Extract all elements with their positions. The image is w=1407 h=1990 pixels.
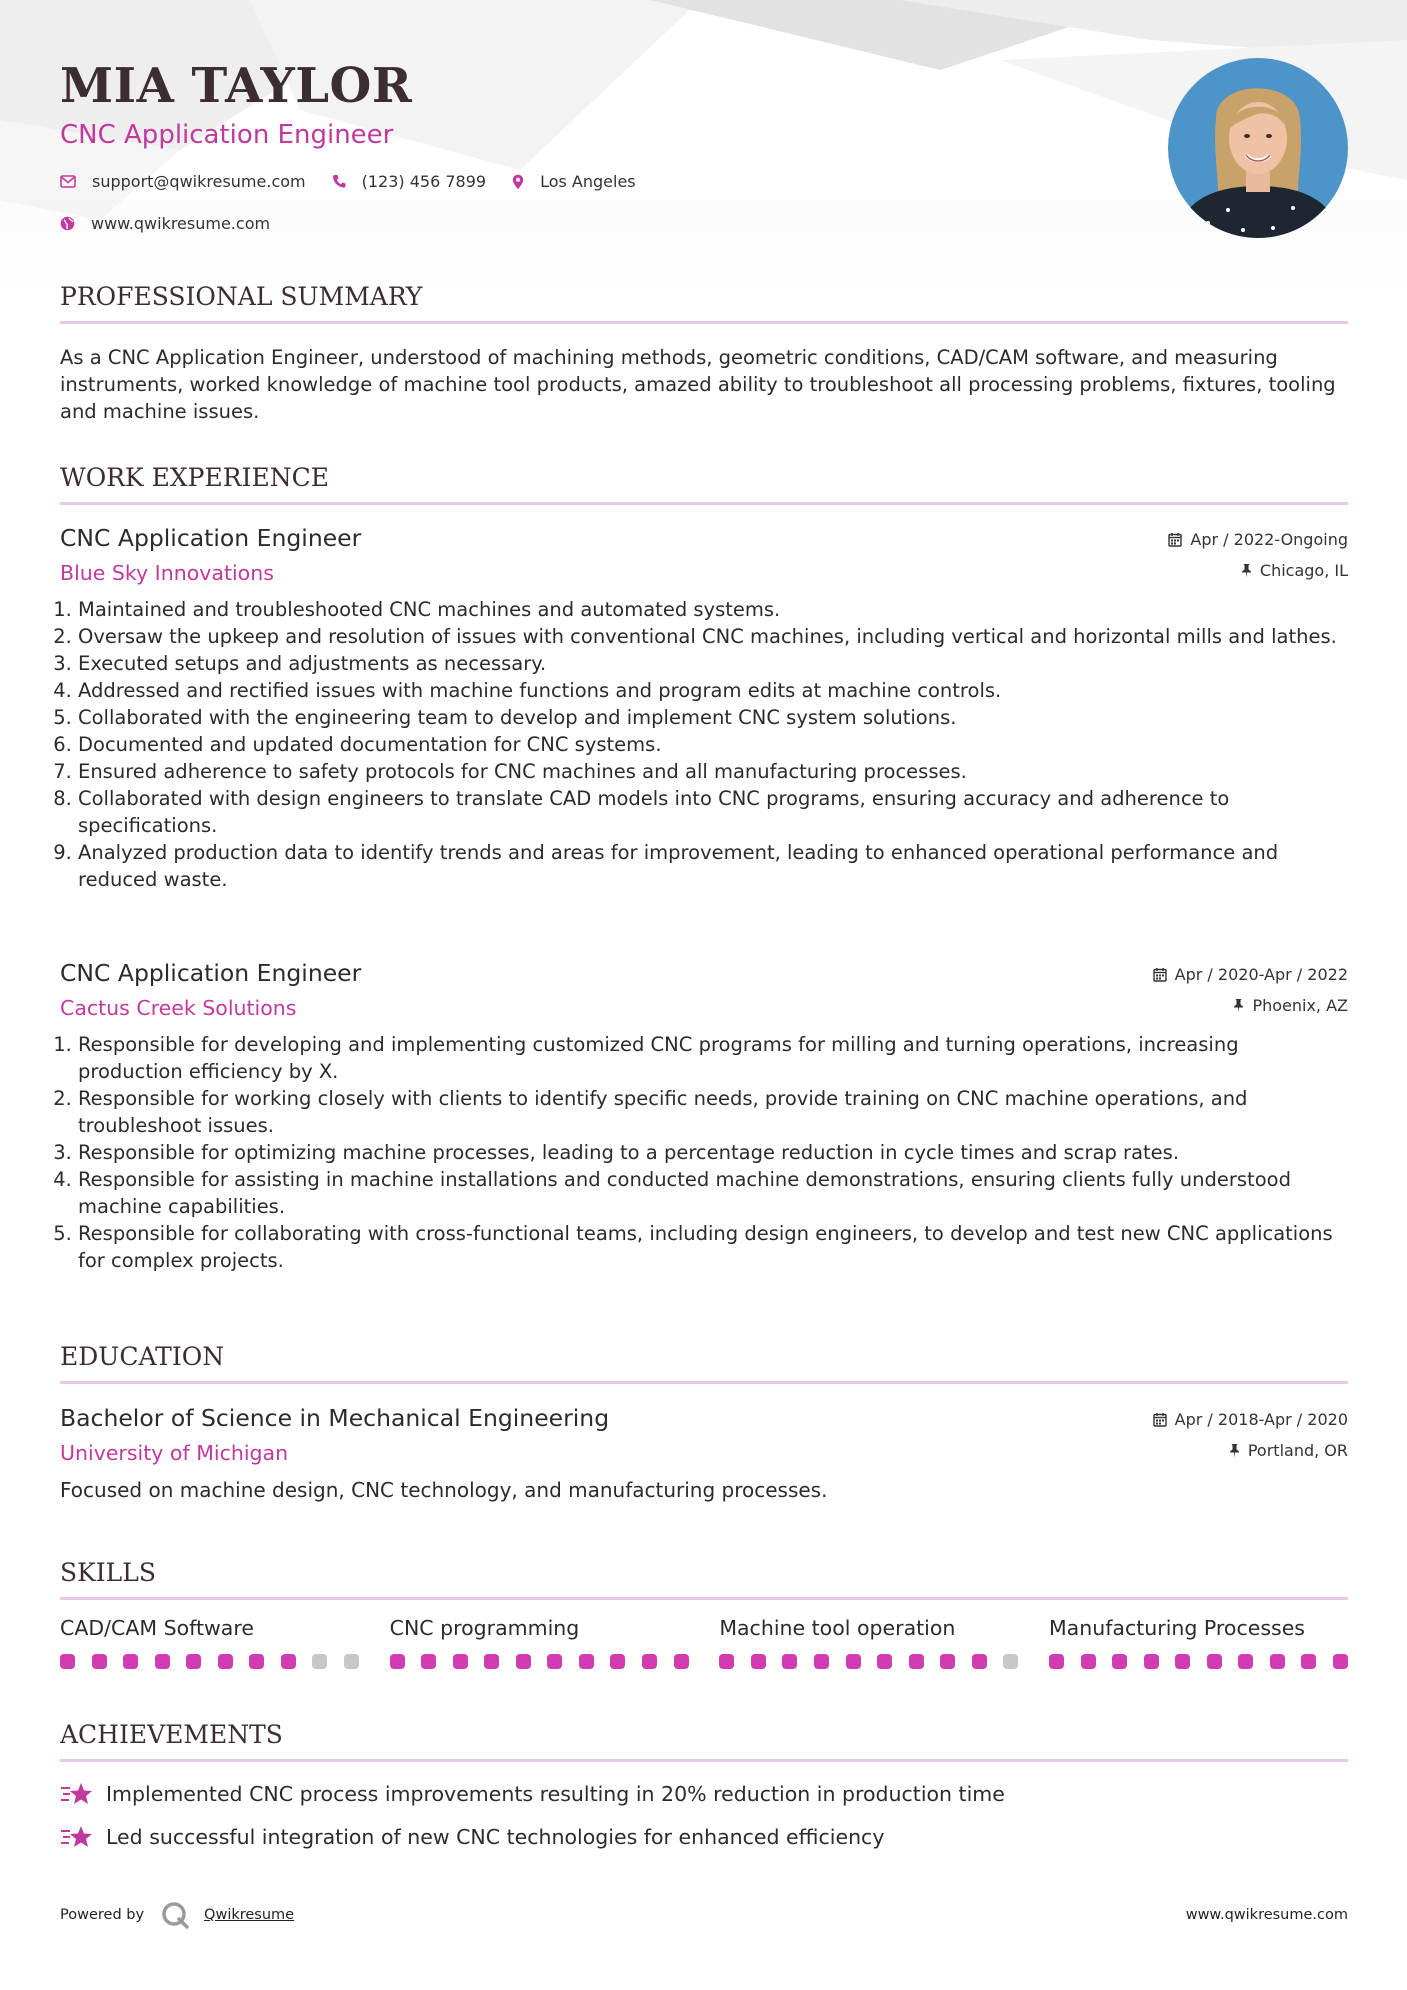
- pushpin-icon: [1233, 998, 1244, 1013]
- skill-dot-filled: [814, 1654, 829, 1669]
- powered-by-label: Powered by: [60, 1907, 145, 1923]
- contact-email[interactable]: [60, 172, 306, 191]
- skill-dot-filled: [782, 1654, 797, 1669]
- skill-dot-filled: [155, 1654, 170, 1669]
- skill-dot-filled: [1333, 1654, 1348, 1669]
- skill-dot-filled: [610, 1654, 625, 1669]
- bullet-item: 6. Documented and updated documentation for CNC systems.: [78, 731, 1348, 758]
- contact-location: [512, 172, 636, 191]
- calendar-icon: [1168, 532, 1182, 547]
- education-entry: [60, 1404, 1348, 1476]
- education-location: [1229, 1441, 1348, 1460]
- contact-website[interactable]: [60, 214, 270, 233]
- location-text: Los Angeles: [540, 172, 636, 191]
- globe-icon: [60, 216, 75, 231]
- skill-rating: [390, 1654, 689, 1669]
- skill-dot-filled: [719, 1654, 734, 1669]
- skill-name: CAD/CAM Software: [60, 1616, 254, 1640]
- bullet-item: 5. Responsible for collaborating with cross-functional teams, including design engineers, to develop and test new CNC applications for complex projects.: [78, 1220, 1348, 1274]
- job-location: [1241, 561, 1348, 580]
- job-bullets: [60, 1031, 1348, 1274]
- bullet-item: 1. Maintained and troubleshooted CNC machines and automated systems.: [78, 596, 1348, 623]
- bullet-item: 2. Responsible for working closely with clients to identify specific needs, provide training on CNC machine operations, and troubleshoot issues.: [78, 1085, 1348, 1139]
- skill-dot-filled: [249, 1654, 264, 1669]
- skills-list: [60, 1616, 1348, 1669]
- section-title-summary: PROFESSIONAL SUMMARY: [60, 282, 1348, 324]
- skill-dot-filled: [390, 1654, 405, 1669]
- education-date-text: Apr / 2018-Apr / 2020: [1174, 1410, 1348, 1429]
- calendar-icon: [1153, 1412, 1167, 1427]
- achievement-text: Implemented CNC process improvements resulting in 20% reduction in production time: [106, 1782, 1005, 1806]
- footer-powered-by: [60, 1900, 294, 1930]
- section-title-skills: SKILLS: [60, 1558, 1348, 1600]
- education-location-text: Portland, OR: [1247, 1441, 1348, 1460]
- bullet-item: 5. Collaborated with the engineering team to develop and implement CNC system solutions.: [78, 704, 1348, 731]
- skill-dot-filled: [579, 1654, 594, 1669]
- section-title-achievements: ACHIEVEMENTS: [60, 1720, 1348, 1762]
- job-date: [1153, 965, 1348, 984]
- shooting-star-icon: [60, 1824, 94, 1850]
- contact-phone[interactable]: [332, 172, 486, 191]
- skill-dot-filled: [1112, 1654, 1127, 1669]
- skill-dot-filled: [751, 1654, 766, 1669]
- website-text: www.qwikresume.com: [91, 214, 271, 233]
- job-location: [1233, 996, 1348, 1015]
- skill-dot-filled: [516, 1654, 531, 1669]
- skill-dot-filled: [1049, 1654, 1064, 1669]
- calendar-icon: [1153, 967, 1167, 982]
- bullet-item: 1. Responsible for developing and implementing customized CNC programs for milling and turning operations, increasing production efficiency by X.: [78, 1031, 1348, 1085]
- skill-dot-filled: [484, 1654, 499, 1669]
- bullet-item: 8. Collaborated with design engineers to translate CAD models into CNC programs, ensuring accuracy and adherence to specifications.: [78, 785, 1348, 839]
- footer-website[interactable]: www.qwikresume.com: [1185, 1907, 1348, 1923]
- skill-dot-empty: [1003, 1654, 1018, 1669]
- achievement-item: [60, 1824, 884, 1850]
- skill-dot-filled: [1301, 1654, 1316, 1669]
- job-date: [1168, 530, 1348, 549]
- skill-dot-filled: [1081, 1654, 1096, 1669]
- skill-dot-filled: [281, 1654, 296, 1669]
- achievement-item: [60, 1781, 1005, 1807]
- skill-rating: [1049, 1654, 1348, 1669]
- job-date-text: Apr / 2020-Apr / 2022: [1174, 965, 1348, 984]
- education-degree: Bachelor of Science in Mechanical Engineering: [60, 1404, 610, 1432]
- education-school: University of Michigan: [60, 1441, 289, 1465]
- skill-dot-filled: [60, 1654, 75, 1669]
- job-location-text: Phoenix, AZ: [1252, 996, 1348, 1015]
- contact-row-1: [60, 172, 662, 191]
- job-location-text: Chicago, IL: [1259, 561, 1348, 580]
- qwikresume-logo-icon: [160, 1900, 190, 1930]
- skill-item: [719, 1616, 1018, 1669]
- bullet-item: 4. Responsible for assisting in machine installations and conducted machine demonstrations, ensuring clients fully understood machine capabilities.: [78, 1166, 1348, 1220]
- summary-text: As a CNC Application Engineer, understood of machining methods, geometric conditions, CAD/CAM software, and measuring instruments, worked knowledge of machine tool products, amazed ability to troubleshoot all processing problems, fixtures, tooling and machine issues.: [60, 346, 1336, 423]
- job-entry: [60, 524, 1348, 893]
- skill-rating: [60, 1654, 359, 1669]
- education-date: [1153, 1410, 1348, 1429]
- phone-text: (123) 456 7899: [361, 172, 487, 191]
- job-role: CNC Application Engineer: [60, 524, 362, 552]
- map-pin-icon: [512, 174, 524, 190]
- bullet-item: 3. Executed setups and adjustments as necessary.: [78, 650, 1348, 677]
- skill-dot-filled: [421, 1654, 436, 1669]
- achievement-text: Led successful integration of new CNC technologies for enhanced efficiency: [106, 1825, 885, 1849]
- bullet-item: 4. Addressed and rectified issues with machine functions and program edits at machine controls.: [78, 677, 1348, 704]
- pushpin-icon: [1229, 1443, 1240, 1458]
- skill-dot-filled: [453, 1654, 468, 1669]
- skill-dot-empty: [344, 1654, 359, 1669]
- job-company: Cactus Creek Solutions: [60, 996, 297, 1020]
- job-entry: [60, 959, 1348, 1274]
- skill-dot-filled: [877, 1654, 892, 1669]
- bullet-item: 2. Oversaw the upkeep and resolution of issues with conventional CNC machines, including vertical and horizontal mills and lathes.: [78, 623, 1348, 650]
- skill-dot-filled: [123, 1654, 138, 1669]
- candidate-title: CNC Application Engineer: [60, 120, 394, 150]
- skill-dot-filled: [92, 1654, 107, 1669]
- job-company: Blue Sky Innovations: [60, 561, 274, 585]
- education-description: Focused on machine design, CNC technology, and manufacturing processes.: [60, 1478, 828, 1502]
- skill-rating: [719, 1654, 1018, 1669]
- skill-dot-filled: [1270, 1654, 1285, 1669]
- phone-icon: [332, 174, 346, 189]
- skill-dot-filled: [642, 1654, 657, 1669]
- envelope-icon: [60, 175, 76, 188]
- bullet-item: 7. Ensured adherence to safety protocols for CNC machines and all manufacturing processes.: [78, 758, 1348, 785]
- qwikresume-link[interactable]: Qwikresume: [204, 1907, 295, 1923]
- section-title-education: EDUCATION: [60, 1342, 1348, 1384]
- skill-dot-filled: [1144, 1654, 1159, 1669]
- skill-item: [1049, 1616, 1348, 1669]
- job-bullets: [60, 596, 1348, 893]
- skill-dot-filled: [846, 1654, 861, 1669]
- skill-dot-filled: [909, 1654, 924, 1669]
- skill-dot-filled: [1207, 1654, 1222, 1669]
- shooting-star-icon: [60, 1781, 94, 1807]
- skill-dot-filled: [1175, 1654, 1190, 1669]
- job-date-text: Apr / 2022-Ongoing: [1190, 530, 1348, 549]
- skill-item: [390, 1616, 689, 1669]
- skill-name: Machine tool operation: [719, 1616, 956, 1640]
- job-role: CNC Application Engineer: [60, 959, 362, 987]
- skill-dot-filled: [674, 1654, 689, 1669]
- profile-photo: [1168, 58, 1348, 238]
- email-text: support@qwikresume.com: [92, 172, 306, 191]
- contact-row-2: [60, 214, 296, 233]
- skill-dot-filled: [218, 1654, 233, 1669]
- bullet-item: 3. Responsible for optimizing machine processes, leading to a percentage reduction in cycle times and scrap rates.: [78, 1139, 1348, 1166]
- bullet-item: 9. Analyzed production data to identify trends and areas for improvement, leading to enhanced operational performance and reduced waste.: [78, 839, 1348, 893]
- skill-dot-filled: [972, 1654, 987, 1669]
- skill-dot-filled: [547, 1654, 562, 1669]
- skill-dot-filled: [186, 1654, 201, 1669]
- skill-name: CNC programming: [389, 1616, 580, 1640]
- skill-dot-filled: [1238, 1654, 1253, 1669]
- pushpin-icon: [1241, 563, 1252, 578]
- skill-name: Manufacturing Processes: [1048, 1616, 1305, 1640]
- skill-dot-empty: [312, 1654, 327, 1669]
- candidate-name: MIA TAYLOR: [60, 58, 413, 114]
- skill-item: [60, 1616, 359, 1669]
- skill-dot-filled: [940, 1654, 955, 1669]
- section-title-experience: WORK EXPERIENCE: [60, 463, 1348, 505]
